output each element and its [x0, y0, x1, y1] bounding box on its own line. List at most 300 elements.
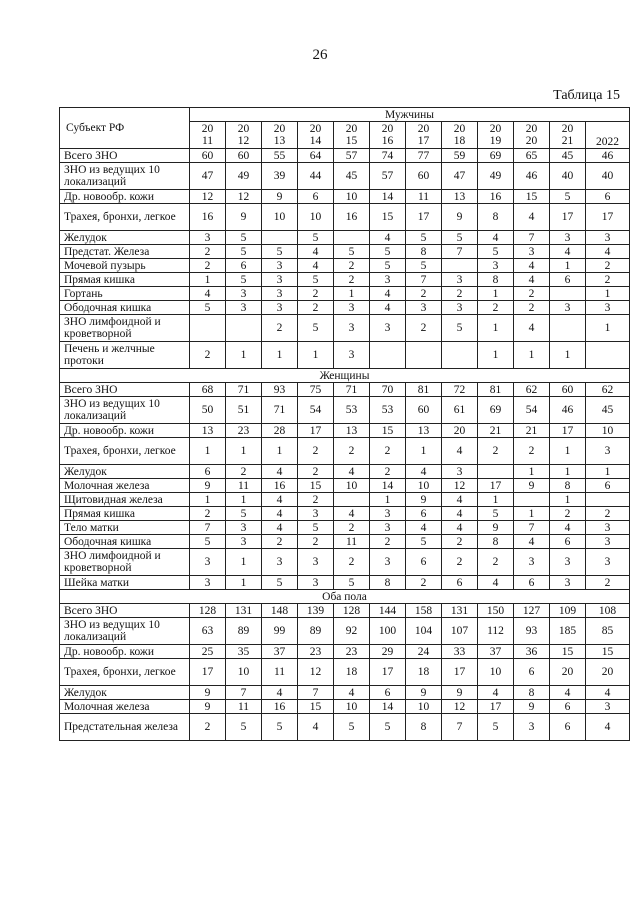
year-header: [442, 122, 478, 149]
value-cell: 3: [586, 521, 630, 535]
value-cell: 46: [514, 163, 550, 190]
value-cell: 3: [586, 700, 630, 714]
value-cell: 77: [406, 149, 442, 163]
value-cell: 4: [478, 686, 514, 700]
year-header-part: 17: [417, 135, 430, 147]
value-cell: 15: [370, 424, 406, 438]
value-cell: 5: [226, 273, 262, 287]
value-cell: 62: [514, 383, 550, 397]
value-cell: 6: [406, 507, 442, 521]
value-cell: 2: [190, 259, 226, 273]
value-cell: 6: [442, 576, 478, 590]
value-cell: 3: [334, 301, 370, 315]
row-label: Желудок: [60, 686, 190, 700]
value-cell: 3: [550, 231, 586, 245]
table-row: [60, 493, 630, 507]
value-cell: 1: [406, 438, 442, 465]
value-cell: 54: [298, 397, 334, 424]
value-cell: 65: [514, 149, 550, 163]
value-cell: 46: [550, 397, 586, 424]
year-header: [226, 122, 262, 149]
value-cell: 148: [262, 604, 298, 618]
value-cell: [478, 465, 514, 479]
value-cell: 1: [190, 438, 226, 465]
row-label: Др. новообр. кожи: [60, 645, 190, 659]
value-cell: 6: [190, 465, 226, 479]
value-cell: 2: [586, 273, 630, 287]
value-cell: [334, 493, 370, 507]
value-cell: 3: [262, 273, 298, 287]
value-cell: 7: [226, 686, 262, 700]
value-cell: 14: [370, 479, 406, 493]
value-cell: 20: [586, 659, 630, 686]
value-cell: 7: [442, 714, 478, 741]
value-cell: 4: [442, 507, 478, 521]
year-header-part: 20: [273, 123, 286, 135]
value-cell: 16: [262, 479, 298, 493]
value-cell: 6: [550, 700, 586, 714]
year-header: [262, 122, 298, 149]
value-cell: 3: [586, 231, 630, 245]
table-row: [60, 204, 630, 231]
data-table: [59, 107, 630, 741]
value-cell: 4: [514, 259, 550, 273]
value-cell: 6: [226, 259, 262, 273]
value-cell: 11: [334, 535, 370, 549]
value-cell: 2: [442, 535, 478, 549]
value-cell: 5: [478, 245, 514, 259]
value-cell: 2: [190, 245, 226, 259]
value-cell: 17: [550, 424, 586, 438]
value-cell: 2: [190, 342, 226, 369]
year-header: [478, 122, 514, 149]
year-header-part: 2022: [596, 136, 619, 148]
value-cell: 4: [550, 245, 586, 259]
value-cell: 1: [514, 342, 550, 369]
value-cell: 1: [514, 465, 550, 479]
value-cell: 9: [478, 521, 514, 535]
value-cell: 128: [334, 604, 370, 618]
value-cell: 3: [586, 438, 630, 465]
value-cell: 5: [298, 521, 334, 535]
value-cell: 10: [334, 479, 370, 493]
value-cell: 3: [190, 231, 226, 245]
value-cell: 44: [298, 163, 334, 190]
year-header: [370, 122, 406, 149]
value-cell: 3: [586, 535, 630, 549]
value-cell: 9: [190, 479, 226, 493]
value-cell: 109: [550, 604, 586, 618]
value-cell: 81: [478, 383, 514, 397]
value-cell: 2: [478, 549, 514, 576]
value-cell: 60: [190, 149, 226, 163]
value-cell: 2: [334, 521, 370, 535]
value-cell: 2: [334, 549, 370, 576]
row-label: Шейка матки: [60, 576, 190, 590]
value-cell: 4: [478, 231, 514, 245]
value-cell: 6: [550, 535, 586, 549]
value-cell: 24: [406, 645, 442, 659]
value-cell: 4: [262, 507, 298, 521]
value-cell: 2: [190, 714, 226, 741]
value-cell: 3: [514, 549, 550, 576]
value-cell: 1: [550, 465, 586, 479]
year-header-part: 20: [381, 123, 394, 135]
value-cell: 10: [334, 190, 370, 204]
value-cell: 9: [406, 493, 442, 507]
value-cell: 23: [334, 645, 370, 659]
value-cell: 12: [226, 190, 262, 204]
year-header: [514, 122, 550, 149]
value-cell: 5: [550, 190, 586, 204]
year-header-part: 20: [453, 123, 466, 135]
value-cell: 60: [550, 383, 586, 397]
value-cell: 72: [442, 383, 478, 397]
value-cell: 5: [226, 245, 262, 259]
value-cell: 2: [406, 576, 442, 590]
value-cell: 47: [190, 163, 226, 190]
section-row: [60, 369, 630, 383]
value-cell: 185: [550, 618, 586, 645]
year-header-part: 20: [345, 123, 358, 135]
value-cell: 9: [190, 686, 226, 700]
row-label: Тело матки: [60, 521, 190, 535]
table-row: [60, 549, 630, 576]
value-cell: 71: [334, 383, 370, 397]
value-cell: 59: [442, 149, 478, 163]
value-cell: 13: [190, 424, 226, 438]
value-cell: 15: [298, 700, 334, 714]
value-cell: 4: [262, 686, 298, 700]
row-label: Др. новообр. кожи: [60, 190, 190, 204]
table-row: [60, 700, 630, 714]
value-cell: 9: [190, 700, 226, 714]
row-label: Трахея, бронхи, легкое: [60, 204, 190, 231]
value-cell: 17: [550, 204, 586, 231]
value-cell: 15: [550, 645, 586, 659]
value-cell: 7: [442, 245, 478, 259]
value-cell: 5: [442, 315, 478, 342]
value-cell: [550, 287, 586, 301]
value-cell: 17: [406, 204, 442, 231]
year-header-part: 20: [417, 123, 430, 135]
value-cell: [442, 259, 478, 273]
value-cell: 9: [442, 686, 478, 700]
value-cell: 6: [298, 190, 334, 204]
value-cell: 5: [370, 259, 406, 273]
value-cell: 37: [478, 645, 514, 659]
value-cell: 17: [442, 659, 478, 686]
table-row: [60, 163, 630, 190]
value-cell: 1: [226, 438, 262, 465]
value-cell: 17: [298, 424, 334, 438]
value-cell: 1: [586, 315, 630, 342]
value-cell: 3: [442, 465, 478, 479]
value-cell: 1: [514, 507, 550, 521]
value-cell: 4: [370, 231, 406, 245]
row-label: Прямая кишка: [60, 273, 190, 287]
value-cell: 15: [298, 479, 334, 493]
value-cell: 5: [298, 315, 334, 342]
table-row: [60, 465, 630, 479]
value-cell: 3: [262, 549, 298, 576]
value-cell: 23: [298, 645, 334, 659]
value-cell: 2: [370, 465, 406, 479]
row-label: Всего ЗНО: [60, 383, 190, 397]
value-cell: 6: [586, 479, 630, 493]
value-cell: [442, 342, 478, 369]
value-cell: 85: [586, 618, 630, 645]
value-cell: 3: [442, 301, 478, 315]
value-cell: 10: [406, 479, 442, 493]
row-label: ЗНО из ведущих 10 локализаций: [60, 163, 190, 190]
value-cell: 1: [550, 342, 586, 369]
value-cell: 2: [298, 465, 334, 479]
value-cell: 4: [514, 204, 550, 231]
value-cell: 45: [550, 149, 586, 163]
value-cell: 8: [550, 479, 586, 493]
year-header-part: 11: [201, 135, 214, 147]
row-label: Мочевой пузырь: [60, 259, 190, 273]
value-cell: 4: [514, 535, 550, 549]
value-cell: 9: [514, 700, 550, 714]
value-cell: 20: [550, 659, 586, 686]
value-cell: 3: [514, 245, 550, 259]
value-cell: 8: [406, 245, 442, 259]
value-cell: 4: [550, 686, 586, 700]
table-row: [60, 383, 630, 397]
value-cell: 62: [586, 383, 630, 397]
value-cell: 21: [514, 424, 550, 438]
year-header: [586, 122, 630, 149]
value-cell: 1: [334, 287, 370, 301]
year-header-part: 21: [561, 135, 574, 147]
table-row: [60, 659, 630, 686]
value-cell: 2: [298, 438, 334, 465]
row-label: Всего ЗНО: [60, 149, 190, 163]
value-cell: 8: [478, 204, 514, 231]
value-cell: 17: [370, 659, 406, 686]
value-cell: 49: [226, 163, 262, 190]
value-cell: 37: [262, 645, 298, 659]
value-cell: 36: [514, 645, 550, 659]
year-header-part: 20: [489, 123, 502, 135]
year-header-part: 20: [525, 135, 538, 147]
value-cell: 16: [478, 190, 514, 204]
row-label: Др. новообр. кожи: [60, 424, 190, 438]
value-cell: 1: [586, 287, 630, 301]
value-cell: 60: [406, 397, 442, 424]
value-cell: 4: [442, 493, 478, 507]
value-cell: 2: [514, 301, 550, 315]
value-cell: 5: [334, 714, 370, 741]
value-cell: 71: [262, 397, 298, 424]
value-cell: 139: [298, 604, 334, 618]
value-cell: 4: [190, 287, 226, 301]
value-cell: 17: [478, 700, 514, 714]
value-cell: 18: [334, 659, 370, 686]
value-cell: 2: [262, 535, 298, 549]
value-cell: 2: [406, 287, 442, 301]
value-cell: 6: [514, 576, 550, 590]
value-cell: 4: [262, 465, 298, 479]
value-cell: 3: [370, 315, 406, 342]
year-header-part: 13: [273, 135, 286, 147]
value-cell: 64: [298, 149, 334, 163]
value-cell: 3: [514, 714, 550, 741]
value-cell: 39: [262, 163, 298, 190]
value-cell: 7: [190, 521, 226, 535]
value-cell: 53: [334, 397, 370, 424]
value-cell: 29: [370, 645, 406, 659]
value-cell: 9: [406, 686, 442, 700]
value-cell: 4: [262, 493, 298, 507]
value-cell: [550, 315, 586, 342]
value-cell: 1: [478, 315, 514, 342]
row-label: Желудок: [60, 465, 190, 479]
table-row: [60, 273, 630, 287]
value-cell: 5: [334, 576, 370, 590]
value-cell: 12: [298, 659, 334, 686]
value-cell: 23: [226, 424, 262, 438]
value-cell: 2: [334, 273, 370, 287]
value-cell: 10: [226, 659, 262, 686]
value-cell: 1: [262, 342, 298, 369]
value-cell: 9: [262, 190, 298, 204]
value-cell: 18: [406, 659, 442, 686]
value-cell: [586, 493, 630, 507]
value-cell: 3: [190, 576, 226, 590]
value-cell: 3: [262, 287, 298, 301]
value-cell: 4: [370, 287, 406, 301]
value-cell: 1: [370, 493, 406, 507]
value-cell: 3: [406, 301, 442, 315]
table-row: [60, 438, 630, 465]
value-cell: 13: [334, 424, 370, 438]
value-cell: 81: [406, 383, 442, 397]
value-cell: 3: [586, 549, 630, 576]
value-cell: 2: [514, 287, 550, 301]
value-cell: 70: [370, 383, 406, 397]
value-cell: 10: [586, 424, 630, 438]
header-row: [60, 108, 630, 122]
value-cell: 104: [406, 618, 442, 645]
year-header: [190, 122, 226, 149]
value-cell: 15: [586, 645, 630, 659]
table-row: [60, 397, 630, 424]
value-cell: [586, 342, 630, 369]
row-label: Молочная железа: [60, 700, 190, 714]
value-cell: 5: [226, 507, 262, 521]
value-cell: 4: [442, 521, 478, 535]
value-cell: 8: [370, 576, 406, 590]
value-cell: 11: [226, 479, 262, 493]
value-cell: 4: [478, 576, 514, 590]
value-cell: 4: [370, 301, 406, 315]
table-row: [60, 342, 630, 369]
value-cell: 3: [586, 301, 630, 315]
value-cell: 6: [586, 190, 630, 204]
value-cell: 107: [442, 618, 478, 645]
value-cell: 12: [442, 479, 478, 493]
value-cell: 92: [334, 618, 370, 645]
value-cell: 14: [370, 190, 406, 204]
value-cell: 4: [442, 438, 478, 465]
value-cell: 3: [370, 273, 406, 287]
year-header-part: 20: [237, 123, 250, 135]
value-cell: 1: [550, 438, 586, 465]
value-cell: 150: [478, 604, 514, 618]
value-cell: 1: [478, 287, 514, 301]
value-cell: 3: [442, 273, 478, 287]
value-cell: 2: [298, 301, 334, 315]
value-cell: 3: [478, 259, 514, 273]
value-cell: 1: [550, 259, 586, 273]
value-cell: 2: [478, 301, 514, 315]
value-cell: 2: [442, 549, 478, 576]
value-cell: [370, 342, 406, 369]
value-cell: 12: [190, 190, 226, 204]
value-cell: 2: [586, 259, 630, 273]
value-cell: 4: [550, 521, 586, 535]
value-cell: 11: [406, 190, 442, 204]
table-row: [60, 618, 630, 645]
value-cell: 4: [514, 273, 550, 287]
year-header-part: 14: [309, 135, 322, 147]
row-label: Желудок: [60, 231, 190, 245]
subject-header: Субъект РФ: [60, 108, 190, 149]
value-cell: 5: [298, 231, 334, 245]
value-cell: 4: [262, 521, 298, 535]
value-cell: 10: [406, 700, 442, 714]
value-cell: 3: [298, 576, 334, 590]
row-label: ЗНО лимфоидной и кроветворной: [60, 549, 190, 576]
value-cell: 75: [298, 383, 334, 397]
value-cell: 1: [226, 549, 262, 576]
value-cell: 1: [226, 342, 262, 369]
table-row: [60, 714, 630, 741]
value-cell: 6: [406, 549, 442, 576]
value-cell: 3: [226, 301, 262, 315]
value-cell: 1: [478, 342, 514, 369]
value-cell: 15: [514, 190, 550, 204]
row-label: Ободочная кишка: [60, 301, 190, 315]
value-cell: 4: [334, 507, 370, 521]
value-cell: 3: [550, 549, 586, 576]
value-cell: 25: [190, 645, 226, 659]
value-cell: 127: [514, 604, 550, 618]
value-cell: 99: [262, 618, 298, 645]
value-cell: 6: [550, 273, 586, 287]
value-cell: [514, 493, 550, 507]
value-cell: 11: [226, 700, 262, 714]
year-header-part: 20: [525, 123, 538, 135]
year-header-part: 18: [453, 135, 466, 147]
table-row: [60, 479, 630, 493]
value-cell: 2: [226, 465, 262, 479]
value-cell: 4: [586, 714, 630, 741]
year-header-part: 20: [201, 123, 214, 135]
table-row: [60, 149, 630, 163]
row-label: Предстательная железа: [60, 714, 190, 741]
value-cell: 131: [226, 604, 262, 618]
value-cell: 3: [550, 301, 586, 315]
table-row: [60, 190, 630, 204]
value-cell: 50: [190, 397, 226, 424]
value-cell: 2: [298, 493, 334, 507]
year-header: [406, 122, 442, 149]
year-header-part: 19: [489, 135, 502, 147]
